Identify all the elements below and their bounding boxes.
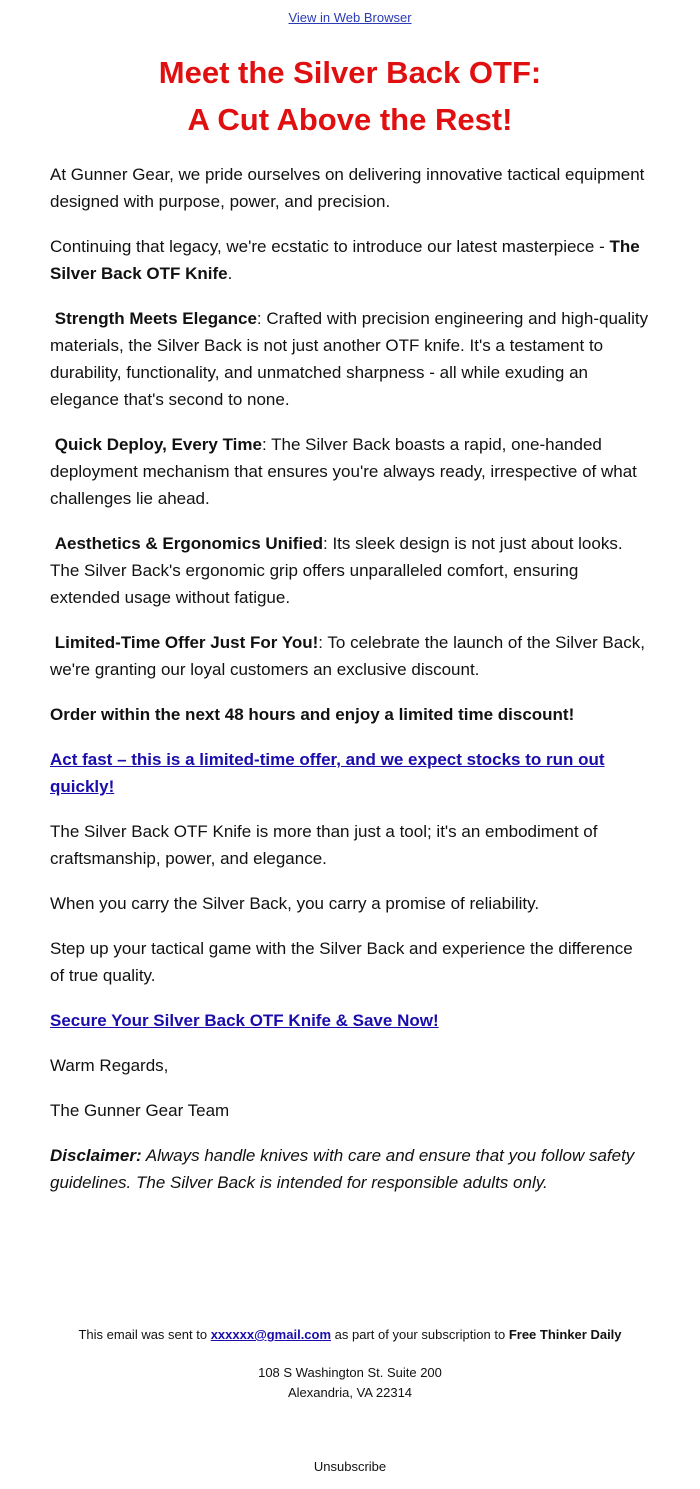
feature-aesthetics	[50, 530, 650, 611]
list-name: Free Thinker Daily	[508, 1327, 622, 1342]
headline-line-2: A Cut Above the Rest!	[187, 102, 513, 137]
secure-now-link[interactable]: Secure Your Silver Back OTF Knife & Save Now!	[50, 1011, 439, 1030]
address-line-2: Alexandria, VA 22314	[287, 1385, 413, 1400]
sent-to-middle: as part of your subscription to	[331, 1327, 509, 1342]
act-fast-link[interactable]: Act fast – this is a limited-time offer, and we expect stocks to run out quickly!	[50, 750, 605, 796]
feature-text: : Its sleek design is not just about looks. The Silver Back's ergonomic grip offers unparalleled comfort, ensuring extended usage without fatigue.	[50, 534, 623, 607]
headline-line-1: Meet the Silver Back OTF:	[158, 55, 542, 90]
legacy-paragraph	[50, 233, 650, 287]
disclaimer-paragraph	[50, 1142, 650, 1196]
email-footer	[0, 1325, 700, 1477]
secure-paragraph	[50, 1007, 650, 1034]
feature-limited-offer	[50, 629, 650, 683]
feature-text: : The Silver Back boasts a rapid, one-handed deployment mechanism that ensures you're always ready, irrespective of what challenges lie ahead.	[50, 435, 637, 508]
feature-strength	[50, 305, 650, 413]
disclaimer-label: Disclaimer:	[50, 1146, 142, 1165]
legacy-text: Continuing that legacy, we're ecstatic to introduce our latest masterpiece -	[50, 237, 610, 256]
unsubscribe-link[interactable]: Unsubscribe	[313, 1459, 387, 1474]
view-in-browser-link[interactable]: View in Web Browser	[288, 10, 412, 25]
feature-quick-deploy	[50, 431, 650, 512]
order-paragraph	[50, 701, 650, 728]
legacy-end: .	[227, 264, 233, 283]
product-name: The Silver Back OTF Knife	[50, 237, 640, 283]
promise-paragraph: When you carry the Silver Back, you carry a promise of reliability.	[50, 894, 540, 913]
tool-paragraph: The Silver Back OTF Knife is more than just a tool; it's an embodiment of craftsmanship, power, and elegance.	[50, 822, 598, 868]
address-line-1: 108 S Washington St. Suite 200	[258, 1365, 442, 1380]
intro-paragraph: At Gunner Gear, we pride ourselves on delivering innovative tactical equipment designed with purpose, power, and precision.	[50, 165, 645, 211]
email-body	[0, 161, 700, 1196]
feature-text: : To celebrate the launch of the Silver Back, we're granting our loyal customers an exclusive discount.	[50, 633, 645, 679]
team-signature: The Gunner Gear Team	[50, 1101, 230, 1120]
recipient-email-link[interactable]: xxxxxx@gmail.com	[210, 1327, 332, 1342]
view-in-browser-row	[0, 0, 700, 26]
regards-paragraph: Warm Regards,	[50, 1056, 169, 1075]
subscription-notice	[0, 1325, 700, 1345]
feature-title: Aesthetics & Ergonomics Unified	[54, 534, 324, 553]
feature-title: Strength Meets Elegance	[54, 309, 257, 328]
sent-to-prefix: This email was sent to	[78, 1327, 211, 1342]
disclaimer-text: Always handle knives with care and ensure that you follow safety guidelines. The Silver Back is intended for responsible adults only.	[50, 1146, 635, 1192]
act-fast-paragraph	[50, 746, 650, 800]
feature-title: Quick Deploy, Every Time	[54, 435, 262, 454]
order-line: Order within the next 48 hours and enjoy a limited time discount!	[50, 705, 575, 724]
feature-title: Limited-Time Offer Just For You!	[54, 633, 319, 652]
step-up-paragraph: Step up your tactical game with the Silver Back and experience the difference of true quality.	[50, 939, 633, 985]
feature-text: : Crafted with precision engineering and high-quality materials, the Silver Back is not just another OTF knife. It's a testament to durability, functionality, and unmatched sharpness - all while exuding an elegance that's second to none.	[50, 309, 649, 409]
